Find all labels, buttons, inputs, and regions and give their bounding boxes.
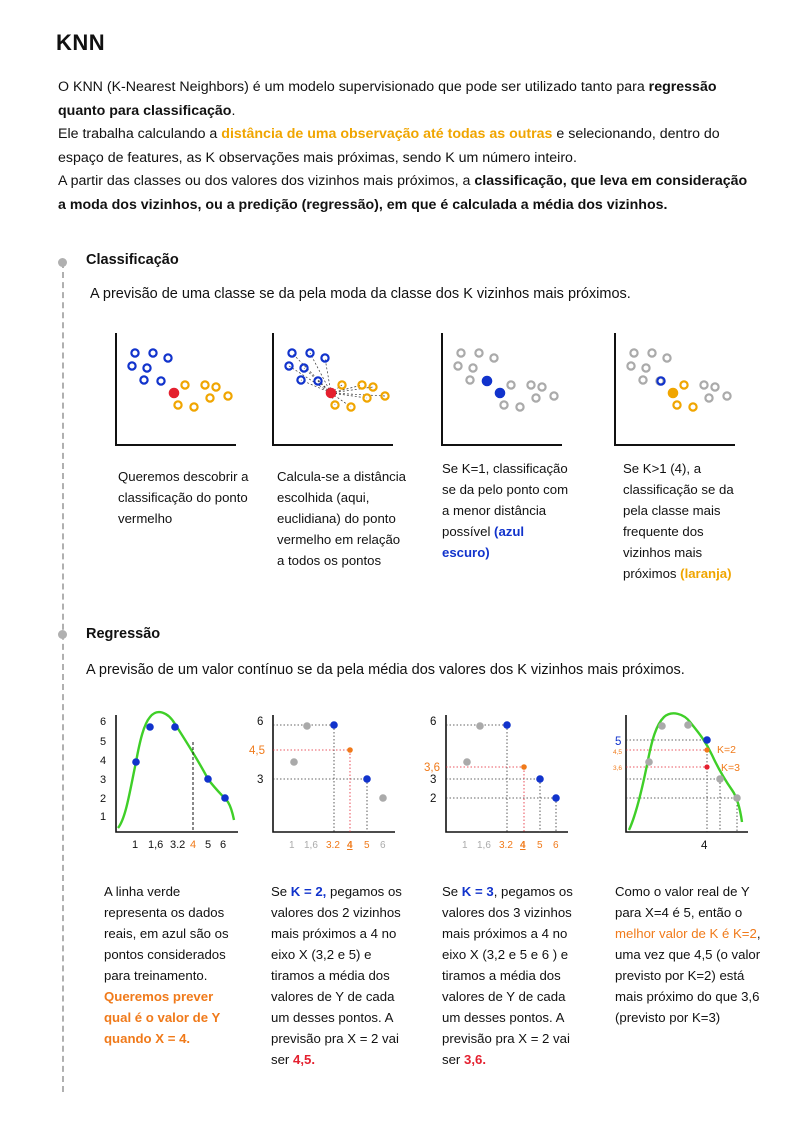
svg-text:3,6: 3,6 [424, 762, 440, 774]
svg-text:3.2: 3.2 [326, 840, 340, 851]
svg-text:5: 5 [100, 736, 107, 748]
svg-text:4: 4 [190, 839, 197, 851]
svg-text:2: 2 [100, 793, 107, 805]
svg-text:3: 3 [100, 774, 107, 786]
svg-text:3: 3 [257, 774, 264, 786]
regression-chart-2 [249, 715, 395, 851]
regression-chart-1 [100, 712, 238, 851]
caption-regressao-4: Como o valor real de Y para X=4 é 5, então o melhor valor de K é K=2, uma vez que 4,5 (o valor previsto por K=2) está mais próximo do que 3,6 (previsto por K=3) [615, 884, 761, 1025]
caption-classificacao-2: Calcula-se a distância escolhida (aqui, euclidiana) do ponto vermelho em relação a todos os pontos [277, 469, 407, 568]
svg-text:1: 1 [462, 840, 468, 851]
caption-classificacao-1: Queremos descobrir a classificação do ponto vermelho [118, 469, 249, 526]
regression-chart-3 [424, 715, 568, 851]
svg-text:K=2: K=2 [717, 744, 736, 756]
svg-text:5: 5 [364, 840, 370, 851]
svg-text:5: 5 [537, 840, 543, 851]
svg-text:4: 4 [100, 755, 107, 767]
svg-text:6: 6 [380, 840, 386, 851]
svg-text:6: 6 [430, 716, 437, 728]
page-title: KNN [56, 30, 106, 55]
svg-text:3,6: 3,6 [613, 765, 623, 772]
section-title-classificacao: Classificação [86, 252, 179, 268]
svg-text:4: 4 [347, 840, 353, 851]
svg-text:5: 5 [205, 839, 212, 851]
svg-text:4: 4 [701, 840, 708, 852]
caption-regressao-1: A linha verde representa os dados reais, em azul são os pontos considerados para treinamento. Queremos prever qual é o valor de Y quando X = 4. [104, 884, 229, 1046]
caption-classificacao-4: Se K>1 (4), a classificação se da pela classe mais frequente dos vizinhos mais próximos (laranja) [623, 461, 734, 581]
section-desc-classificacao: A previsão de uma classe se da pela moda da classe dos K vizinhos mais próximos. [90, 286, 631, 302]
svg-text:4: 4 [520, 840, 526, 851]
svg-text:1,6: 1,6 [148, 839, 164, 851]
section-desc-regressao: A previsão de um valor contínuo se da pela média dos valores dos K vizinhos mais próximos. [86, 662, 685, 678]
svg-text:1: 1 [289, 840, 295, 851]
svg-text:3.2: 3.2 [170, 839, 186, 851]
caption-regressao-2: Se K = 2, pegamos os valores dos 2 vizinhos mais próximos a 4 no eixo X (3,2 e 5) e tiramos a média dos valores de Y de cada um desses pontos. A previsão pra X = 2 vai ser 4,5. [271, 884, 402, 1067]
svg-text:5: 5 [615, 736, 622, 748]
svg-text:6: 6 [220, 839, 227, 851]
svg-text:3: 3 [430, 774, 437, 786]
svg-text:K=3: K=3 [721, 762, 740, 774]
svg-text:1: 1 [100, 811, 107, 823]
svg-text:2: 2 [430, 793, 437, 805]
svg-text:6: 6 [553, 840, 559, 851]
regression-chart-4 [613, 713, 748, 852]
svg-text:1,6: 1,6 [477, 840, 491, 851]
caption-classificacao-3: Se K=1, classificação se da pelo ponto com a menor distância possível (azul escuro) [442, 461, 569, 560]
svg-text:1: 1 [132, 839, 139, 851]
svg-text:3.2: 3.2 [499, 840, 513, 851]
caption-regressao-3: Se K = 3, pegamos os valores dos 3 vizinhos mais próximos a 4 no eixo X (3,2 e 5 e 6 ) e tiramos a média dos valores de Y de cada um desses pontos. A previsão pra X = 2 vai ser 3,6. [442, 884, 573, 1067]
svg-text:4,5: 4,5 [249, 745, 265, 757]
intro-text: O KNN (K-Nearest Neighbors) é um modelo supervisionado que pode ser utilizado tanto para regressão quanto para classificação. Ele trabalha calculando a distância de uma observação até todas as outras e selecionando, dentro do espaço de features, as K observações mais próximas, sendo K um número inteiro. A partir das classes ou dos valores dos vizinhos mais próximos, a classificação, que leva em consideração a moda dos vizinhos, ou a predição (regressão), em que é calculada a média dos vizinhos. [58, 79, 748, 213]
svg-text:4,5: 4,5 [613, 749, 623, 756]
svg-text:6: 6 [257, 716, 264, 728]
svg-text:1,6: 1,6 [304, 840, 318, 851]
section-title-regressao: Regressão [86, 626, 161, 642]
svg-text:6: 6 [100, 716, 107, 728]
